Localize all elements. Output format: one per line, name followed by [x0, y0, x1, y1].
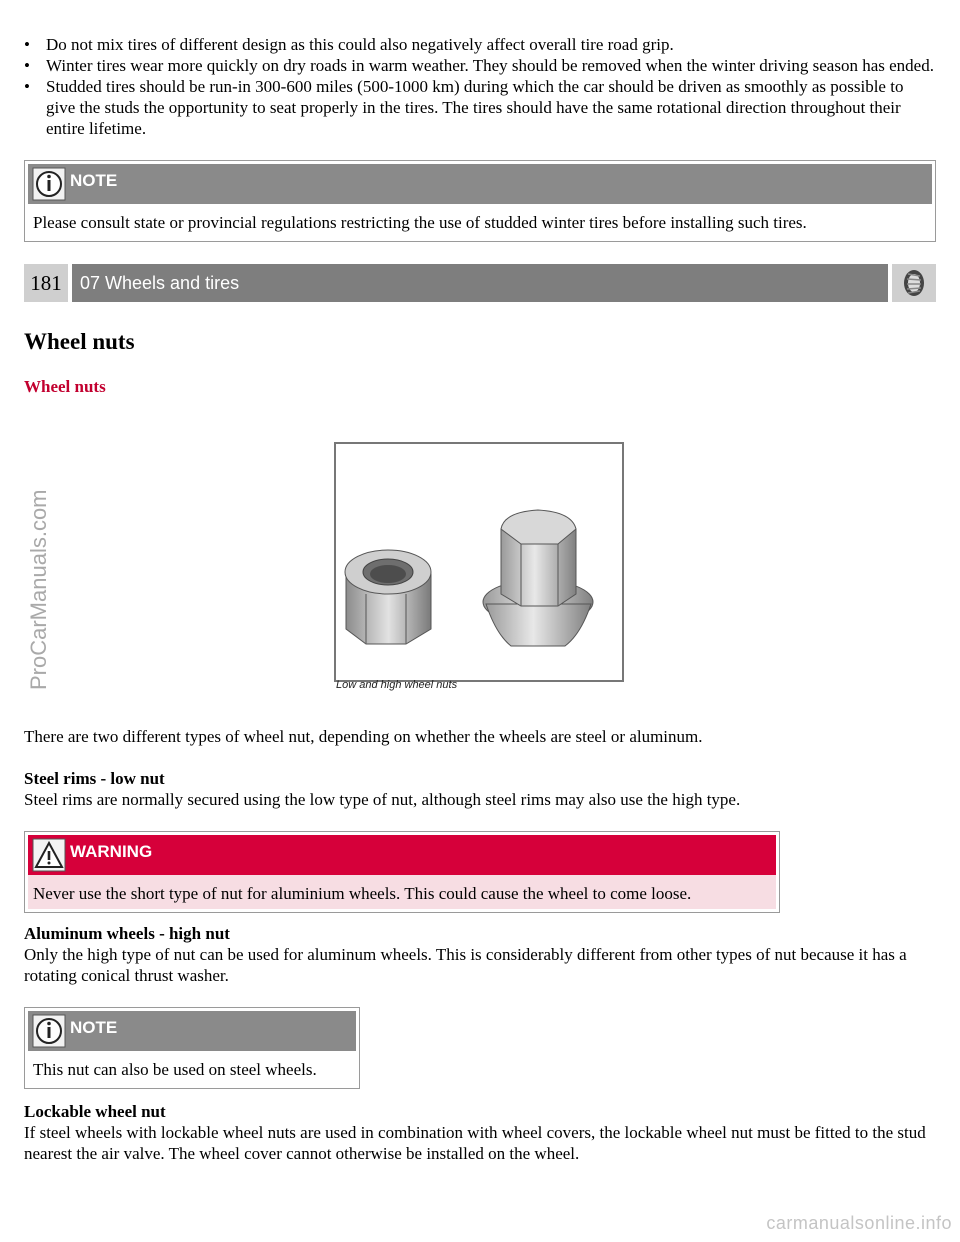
warning-text: Never use the short type of nut for aluminium wheels. This could cause the wheel to come loose.: [28, 875, 776, 909]
lockable-paragraph: If steel wheels with lockable wheel nuts are used in combination with wheel covers, the lockable wheel nut must be fitted to the stud nearest the air valve. The wheel cover cannot otherwise be installed on the wheel.: [24, 1123, 926, 1163]
list-item: • Studded tires should be run-in 300-600 miles (500-1000 km) during which the car should be driven as smoothly as possible to give the studs the opportunity to seat properly in the tires. The tires should have the same rotational direction throughout their entire lifetime.: [24, 77, 904, 138]
figure-caption: Low and high wheel nuts: [336, 679, 458, 691]
note-text: Please consult state or provincial regulations restricting the use of studded winter tires before installing such tires.: [28, 204, 932, 238]
warning-title: WARNING: [70, 842, 153, 861]
bullet-icon: •: [24, 56, 30, 75]
high-nut-icon: [483, 510, 593, 646]
info-book-icon: [32, 167, 66, 201]
manual-page: [24, 34, 936, 397]
list-item: • Do not mix tires of different design as this could also negatively affect overall tire road grip.: [24, 35, 674, 54]
info-book-icon: [32, 1014, 66, 1048]
aluminum-paragraph: Only the high type of nut can be used for aluminum wheels. This is considerably different from other types of nut because it has a rotating conical thrust washer.: [24, 945, 907, 985]
tire-icon: [892, 264, 936, 302]
steel-paragraph: Steel rims are normally secured using the low type of nut, although steel rims may also use the high type.: [24, 790, 741, 809]
wheel-nuts-figure: [334, 442, 624, 691]
warning-box: [24, 831, 780, 913]
footer-logo: carmanualsonline.info: [766, 1213, 952, 1233]
page-number: 181: [24, 264, 68, 302]
note-header: [28, 1011, 356, 1051]
list-item: • Winter tires wear more quickly on dry roads in warm weather. They should be removed when the winter driving season has ended.: [24, 56, 934, 75]
note-title: NOTE: [70, 171, 118, 190]
bullet-icon: •: [24, 35, 30, 54]
note-header: [28, 164, 932, 204]
low-nut-icon: [345, 550, 431, 644]
warning-triangle-icon: [32, 838, 66, 872]
watermark: ProCarManuals.com: [26, 489, 51, 690]
chapter-title: 07 Wheels and tires: [72, 264, 888, 302]
section-heading: Wheel nuts: [24, 329, 135, 354]
wheel-nuts-illustration: [336, 444, 622, 680]
note-box-studded: [24, 160, 936, 242]
bullet-icon: •: [24, 77, 30, 96]
steel-heading: Steel rims - low nut: [24, 769, 165, 788]
manual-page-lower: [24, 726, 936, 1164]
intro-paragraph: There are two different types of wheel nut, depending on whether the wheels are steel or aluminum.: [24, 727, 703, 746]
note-box-steel: [24, 1007, 360, 1089]
chapter-bar: [24, 264, 936, 302]
aluminum-heading: Aluminum wheels - high nut: [24, 924, 230, 943]
note-title: NOTE: [70, 1018, 118, 1037]
tire-tips-list: [24, 34, 936, 139]
warning-header: [28, 835, 776, 875]
note-text: This nut can also be used on steel wheels.: [28, 1051, 356, 1085]
section-subheading: Wheel nuts: [24, 377, 106, 396]
lockable-heading: Lockable wheel nut: [24, 1102, 166, 1121]
